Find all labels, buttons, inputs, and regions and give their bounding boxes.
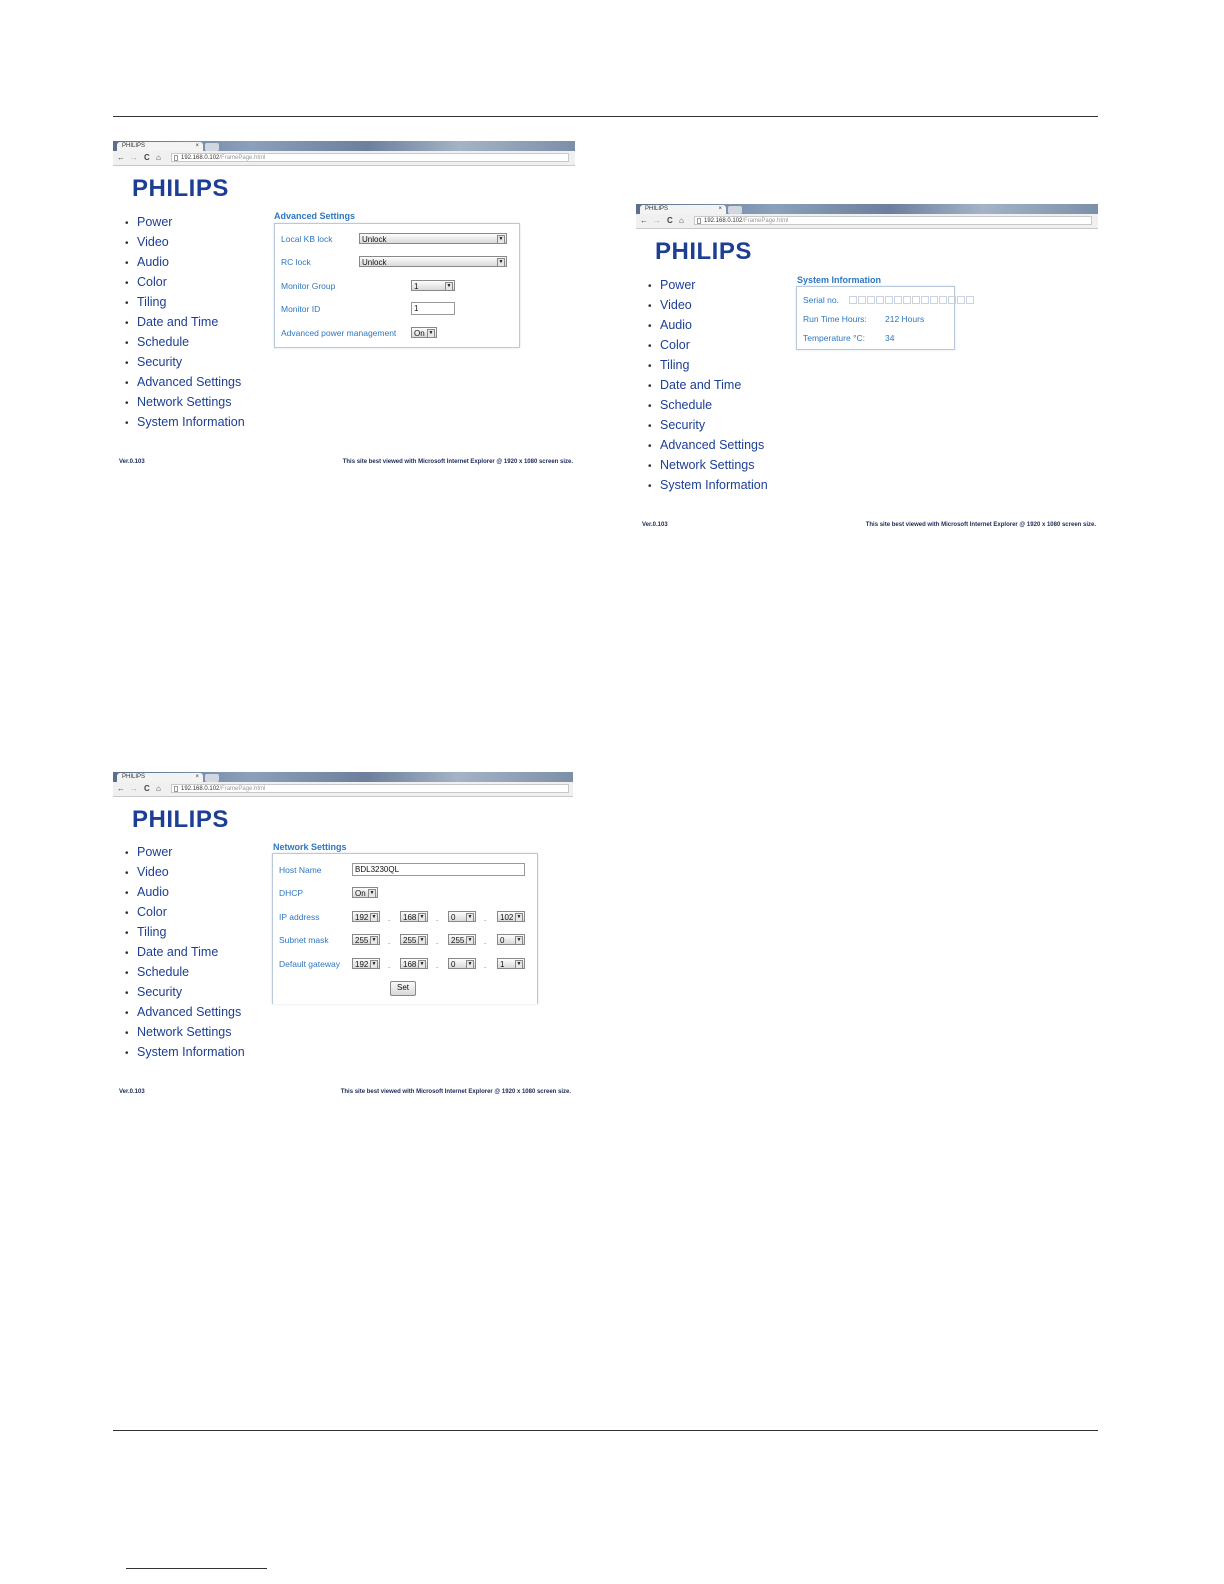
forward-icon[interactable]: → bbox=[653, 216, 661, 225]
subnet-separator: . bbox=[484, 937, 487, 946]
menu-item-audio[interactable]: • Audio bbox=[125, 883, 245, 903]
serial-number-value bbox=[849, 296, 974, 303]
gateway-octet-3-select[interactable] bbox=[448, 958, 476, 969]
dropdown-arrow-icon: ▼ bbox=[371, 937, 377, 943]
url-field[interactable] bbox=[171, 784, 569, 793]
tab-title: PHILIPS bbox=[645, 206, 669, 212]
run-time-hours-value: 212 Hours bbox=[885, 314, 925, 324]
gateway-separator: . bbox=[388, 961, 391, 970]
ip-separator: . bbox=[484, 914, 487, 923]
dropdown-arrow-icon: ▼ bbox=[419, 937, 425, 943]
gateway-octet-4-select[interactable] bbox=[497, 958, 525, 969]
menu-item-tiling[interactable]: • Tiling bbox=[125, 293, 245, 313]
monitor-id-input[interactable]: 1 bbox=[411, 302, 455, 315]
browser-tab-bar bbox=[113, 772, 573, 782]
local-kb-lock-select[interactable] bbox=[359, 233, 507, 244]
subnet-octet-3-value: 255 bbox=[451, 936, 465, 945]
subnet-octet-3-select[interactable] bbox=[448, 934, 476, 945]
url-host: 192.168.0.102 bbox=[704, 218, 743, 224]
serial-number-label: Serial no. bbox=[803, 295, 839, 305]
menu-item-date-and-time[interactable]: • Date and Time bbox=[125, 313, 245, 333]
tab-title: PHILIPS bbox=[122, 774, 146, 780]
version-text: Ver.0.103 bbox=[642, 522, 668, 528]
dropdown-arrow-icon: ▼ bbox=[516, 937, 522, 943]
menu-item-date-and-time[interactable]: • Date and Time bbox=[125, 943, 245, 963]
tab-close-icon[interactable]: × bbox=[195, 774, 199, 780]
temperature-label: Temperature °C: bbox=[803, 333, 865, 343]
menu-item-network-settings[interactable]: • Network Settings bbox=[125, 393, 245, 413]
menu-item-video[interactable]: • Video bbox=[648, 296, 768, 316]
dropdown-arrow-icon: ▼ bbox=[446, 283, 452, 289]
footnote-rule bbox=[126, 1568, 267, 1569]
menu-item-power[interactable]: • Power bbox=[125, 213, 245, 233]
power-management-select[interactable] bbox=[411, 327, 437, 338]
dropdown-arrow-icon: ▼ bbox=[371, 961, 377, 967]
subnet-octet-2-select[interactable] bbox=[400, 934, 428, 945]
page-icon bbox=[174, 786, 178, 792]
gateway-octet-4-value: 1 bbox=[500, 960, 505, 969]
gateway-octet-1-select[interactable] bbox=[352, 958, 380, 969]
dhcp-value: On bbox=[355, 889, 366, 898]
menu-item-system-information[interactable]: • System Information bbox=[648, 476, 768, 496]
tab-close-icon[interactable]: × bbox=[718, 206, 722, 212]
default-gateway-label: Default gateway bbox=[279, 959, 340, 969]
gateway-octet-1-value: 192 bbox=[355, 960, 369, 969]
menu-item-schedule[interactable]: • Schedule bbox=[125, 963, 245, 983]
reload-icon[interactable]: C bbox=[144, 784, 150, 793]
subnet-separator: . bbox=[388, 937, 391, 946]
tab-close-icon[interactable]: × bbox=[195, 143, 199, 149]
dropdown-arrow-icon: ▼ bbox=[516, 914, 522, 920]
best-viewed-note: This site best viewed with Microsoft Internet Explorer @ 1920 x 1080 screen size. bbox=[340, 1089, 571, 1095]
page-icon bbox=[697, 218, 701, 224]
dropdown-arrow-icon: ▼ bbox=[419, 914, 425, 920]
menu-item-color[interactable]: • Color bbox=[125, 273, 245, 293]
menu-item-schedule[interactable]: • Schedule bbox=[648, 396, 768, 416]
dropdown-arrow-icon: ▼ bbox=[498, 236, 504, 242]
ip-octet-3-select[interactable] bbox=[448, 911, 476, 922]
gateway-octet-2-select[interactable] bbox=[400, 958, 428, 969]
browser-tab[interactable] bbox=[640, 205, 726, 214]
new-tab-button[interactable] bbox=[728, 206, 742, 214]
menu-item-schedule[interactable]: • Schedule bbox=[125, 333, 245, 353]
dhcp-select[interactable] bbox=[352, 887, 378, 898]
monitor-group-label: Monitor Group bbox=[281, 281, 336, 291]
local-kb-lock-value: Unlock bbox=[362, 235, 387, 244]
system-information-title: System Information bbox=[797, 275, 882, 285]
advanced-settings-title: Advanced Settings bbox=[274, 211, 356, 221]
menu-item-system-information[interactable]: • System Information bbox=[125, 413, 245, 433]
version-text: Ver.0.103 bbox=[119, 459, 145, 465]
gateway-octet-2-value: 168 bbox=[403, 960, 417, 969]
url-path: /FramePage.html bbox=[219, 155, 266, 161]
rc-lock-select[interactable] bbox=[359, 256, 507, 267]
address-bar bbox=[113, 151, 575, 166]
ip-separator: . bbox=[436, 914, 439, 923]
menu-item-tiling[interactable]: • Tiling bbox=[125, 923, 245, 943]
monitor-group-select[interactable] bbox=[411, 280, 455, 291]
menu-item-advanced-settings[interactable]: • Advanced Settings bbox=[125, 373, 245, 393]
browser-tab-bar bbox=[113, 141, 575, 151]
gateway-separator: . bbox=[436, 961, 439, 970]
subnet-octet-1-value: 255 bbox=[355, 936, 369, 945]
set-button[interactable]: Set bbox=[390, 981, 416, 996]
ip-octet-1-select[interactable] bbox=[352, 911, 380, 922]
menu-item-system-information[interactable]: • System Information bbox=[125, 1043, 245, 1063]
ip-separator: . bbox=[388, 914, 391, 923]
screenshot-advanced-settings bbox=[113, 141, 575, 472]
philips-logo: PHILIPS bbox=[132, 175, 229, 202]
dropdown-arrow-icon: ▼ bbox=[369, 890, 375, 896]
home-icon[interactable]: ⌂ bbox=[156, 784, 161, 793]
advanced-settings-panel bbox=[274, 223, 520, 348]
ip-octet-2-value: 168 bbox=[403, 913, 417, 922]
menu-item-security[interactable]: • Security bbox=[125, 353, 245, 373]
ip-octet-2-select[interactable] bbox=[400, 911, 428, 922]
home-icon[interactable]: ⌂ bbox=[679, 216, 684, 225]
reload-icon[interactable]: C bbox=[667, 216, 673, 225]
url-field[interactable] bbox=[171, 153, 569, 162]
menu-item-power[interactable]: • Power bbox=[125, 843, 245, 863]
dropdown-arrow-icon: ▼ bbox=[516, 961, 522, 967]
back-icon[interactable]: ← bbox=[117, 153, 125, 162]
menu-item-video[interactable]: • Video bbox=[125, 233, 245, 253]
screenshot-network-settings bbox=[113, 772, 573, 1102]
run-time-hours-label: Run Time Hours: bbox=[803, 314, 867, 324]
temperature-value: 34 bbox=[885, 333, 895, 343]
network-settings-title: Network Settings bbox=[273, 842, 347, 852]
dropdown-arrow-icon: ▼ bbox=[467, 914, 473, 920]
menu-item-date-and-time[interactable]: • Date and Time bbox=[648, 376, 768, 396]
gateway-octet-3-value: 0 bbox=[451, 960, 456, 969]
dropdown-arrow-icon: ▼ bbox=[419, 961, 425, 967]
url-field[interactable] bbox=[694, 216, 1092, 225]
side-menu bbox=[648, 276, 768, 496]
subnet-octet-4-value: 0 bbox=[500, 936, 505, 945]
menu-item-advanced-settings[interactable]: • Advanced Settings bbox=[648, 436, 768, 456]
ip-octet-3-value: 0 bbox=[451, 913, 456, 922]
menu-item-audio[interactable]: • Audio bbox=[648, 316, 768, 336]
menu-item-tiling[interactable]: • Tiling bbox=[648, 356, 768, 376]
side-menu bbox=[125, 213, 245, 433]
rc-lock-value: Unlock bbox=[362, 258, 387, 267]
subnet-separator: . bbox=[436, 937, 439, 946]
url-host: 192.168.0.102 bbox=[181, 155, 220, 161]
host-name-input[interactable]: BDL3230QL bbox=[352, 863, 525, 876]
ip-octet-4-select[interactable] bbox=[497, 911, 525, 922]
home-icon[interactable]: ⌂ bbox=[156, 153, 161, 162]
url-path: /FramePage.html bbox=[742, 218, 789, 224]
system-information-panel bbox=[796, 286, 955, 350]
new-tab-button[interactable] bbox=[205, 143, 219, 151]
menu-item-advanced-settings[interactable]: • Advanced Settings bbox=[125, 1003, 245, 1023]
network-settings-panel bbox=[272, 853, 538, 1004]
version-text: Ver.0.103 bbox=[119, 1089, 145, 1095]
best-viewed-note: This site best viewed with Microsoft Internet Explorer @ 1920 x 1080 screen size. bbox=[342, 459, 573, 465]
back-icon[interactable]: ← bbox=[117, 784, 125, 793]
ip-octet-1-value: 192 bbox=[355, 913, 369, 922]
menu-item-network-settings[interactable]: • Network Settings bbox=[648, 456, 768, 476]
menu-item-network-settings[interactable]: • Network Settings bbox=[125, 1023, 245, 1043]
new-tab-button[interactable] bbox=[205, 774, 219, 782]
screenshot-system-information bbox=[636, 204, 1098, 535]
dropdown-arrow-icon: ▼ bbox=[467, 961, 473, 967]
side-menu bbox=[125, 843, 245, 1063]
local-kb-lock-label: Local KB lock bbox=[281, 234, 333, 244]
subnet-octet-4-select[interactable] bbox=[497, 934, 525, 945]
best-viewed-note: This site best viewed with Microsoft Internet Explorer @ 1920 x 1080 screen size. bbox=[865, 522, 1096, 528]
subnet-octet-2-value: 255 bbox=[403, 936, 417, 945]
gateway-separator: . bbox=[484, 961, 487, 970]
menu-item-color[interactable]: • Color bbox=[648, 336, 768, 356]
tab-title: PHILIPS bbox=[122, 143, 146, 149]
url-path: /FramePage.html bbox=[219, 786, 266, 792]
address-bar bbox=[113, 782, 573, 797]
back-icon[interactable]: ← bbox=[640, 216, 648, 225]
bottom-rule bbox=[113, 1430, 1098, 1431]
power-management-label: Advanced power management bbox=[281, 328, 397, 338]
menu-item-security[interactable]: • Security bbox=[648, 416, 768, 436]
dropdown-arrow-icon: ▼ bbox=[467, 937, 473, 943]
philips-logo: PHILIPS bbox=[655, 238, 752, 265]
dropdown-arrow-icon: ▼ bbox=[428, 330, 434, 336]
dhcp-label: DHCP bbox=[279, 888, 304, 898]
forward-icon[interactable]: → bbox=[130, 784, 138, 793]
menu-item-video[interactable]: • Video bbox=[125, 863, 245, 883]
menu-item-security[interactable]: • Security bbox=[125, 983, 245, 1003]
menu-item-color[interactable]: • Color bbox=[125, 903, 245, 923]
ip-address-label: IP address bbox=[279, 912, 320, 922]
power-management-value: On bbox=[414, 329, 425, 338]
subnet-mask-label: Subnet mask bbox=[279, 935, 329, 945]
forward-icon[interactable]: → bbox=[130, 153, 138, 162]
ip-octet-4-value: 102 bbox=[500, 913, 514, 922]
dropdown-arrow-icon: ▼ bbox=[371, 914, 377, 920]
menu-item-power[interactable]: • Power bbox=[648, 276, 768, 296]
host-name-label: Host Name bbox=[279, 865, 322, 875]
monitor-id-label: Monitor ID bbox=[281, 304, 321, 314]
subnet-octet-1-select[interactable] bbox=[352, 934, 380, 945]
top-rule bbox=[113, 116, 1098, 117]
reload-icon[interactable]: C bbox=[144, 153, 150, 162]
browser-tab-bar bbox=[636, 204, 1098, 214]
monitor-group-value: 1 bbox=[414, 282, 419, 291]
browser-tab[interactable] bbox=[117, 773, 203, 782]
menu-item-audio[interactable]: • Audio bbox=[125, 253, 245, 273]
page-icon bbox=[174, 155, 178, 161]
address-bar bbox=[636, 214, 1098, 229]
browser-tab[interactable] bbox=[117, 142, 203, 151]
dropdown-arrow-icon: ▼ bbox=[498, 259, 504, 265]
url-host: 192.168.0.102 bbox=[181, 786, 220, 792]
rc-lock-label: RC lock bbox=[281, 257, 311, 267]
philips-logo: PHILIPS bbox=[132, 806, 229, 833]
